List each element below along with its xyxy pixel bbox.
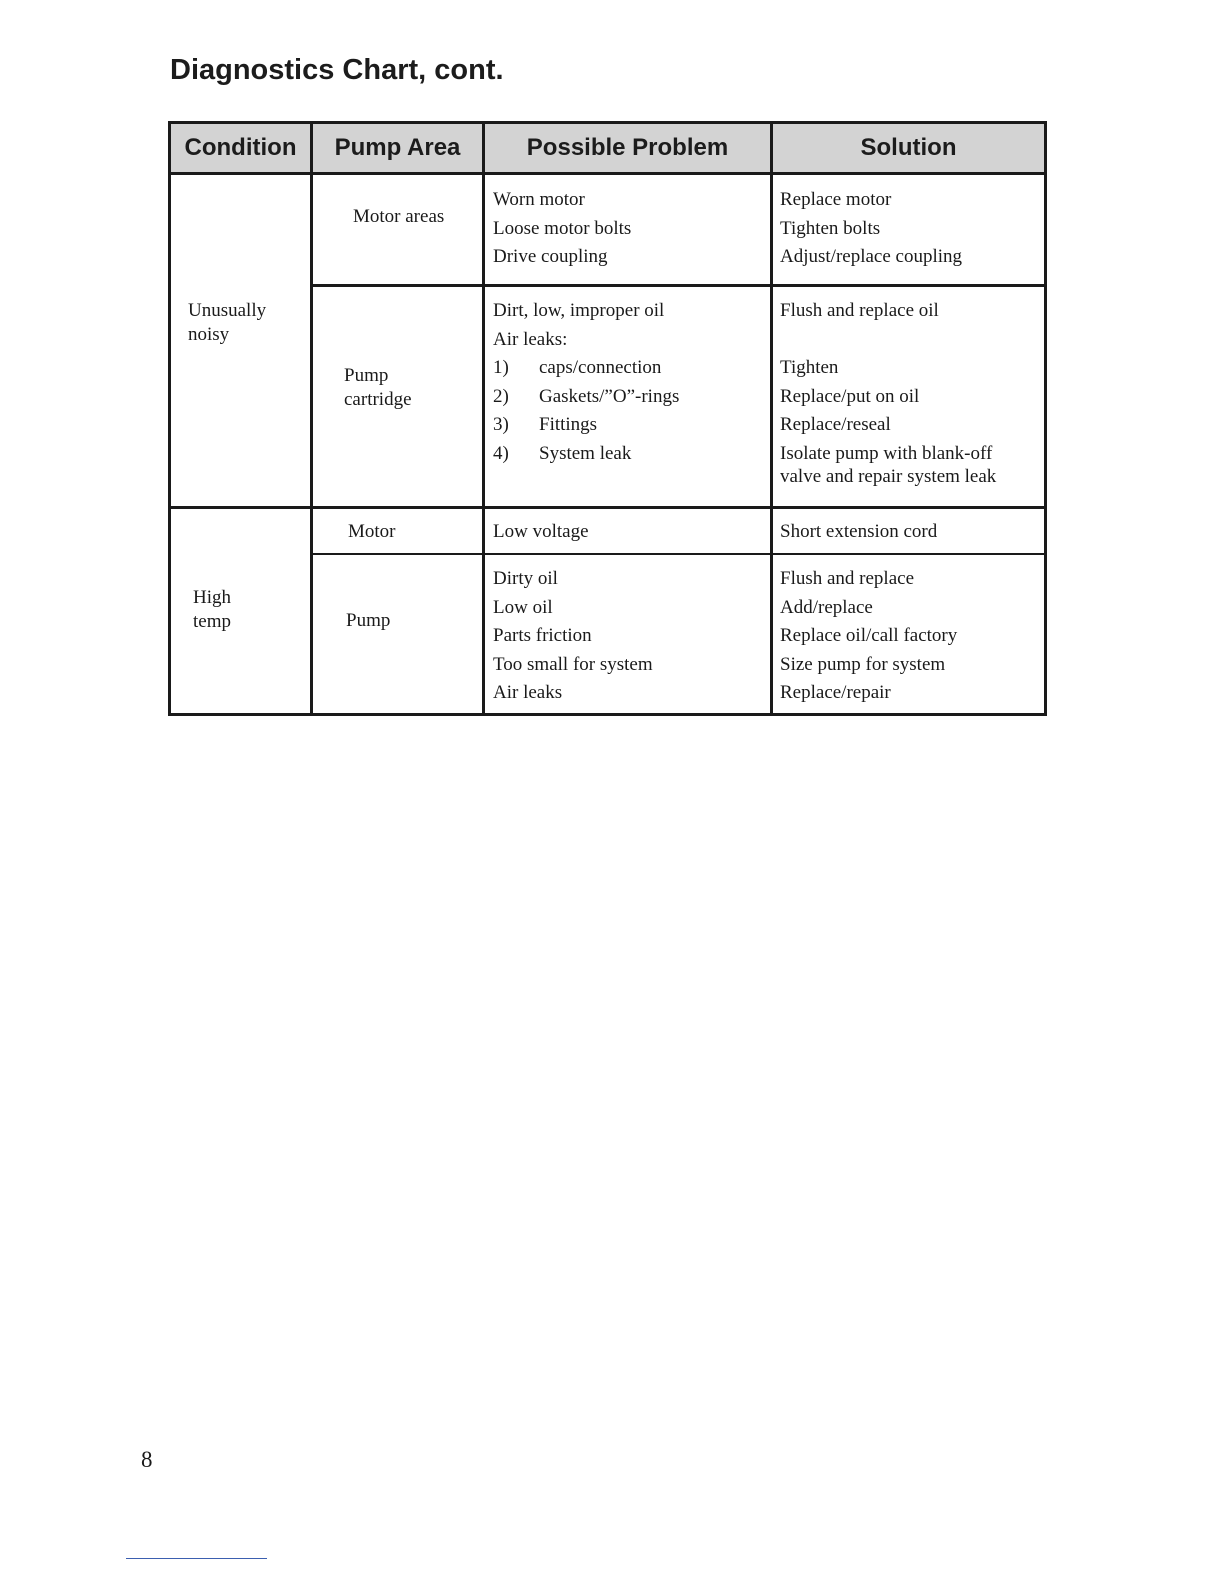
problem-item: Drive coupling: [493, 246, 608, 268]
area-line: cartridge: [344, 389, 412, 410]
solution-item: [780, 326, 996, 355]
page-number: 8: [141, 1447, 153, 1472]
solution-item: Short extension cord: [780, 521, 938, 542]
problem-item: Low oil: [493, 596, 553, 618]
problem-item: Air leaks: [493, 682, 563, 704]
row-divider: [310, 553, 1047, 555]
area-motor: Motor: [348, 521, 396, 542]
condition-line: Unusually: [188, 300, 267, 321]
numbered-problem-list: [493, 354, 679, 468]
area-line: Pump: [344, 365, 389, 386]
header-possible-problem: Possible Problem: [526, 134, 729, 161]
row-divider: [310, 284, 1047, 287]
numbered-item: [493, 440, 679, 469]
header-condition: Condition: [184, 134, 297, 161]
solution-item: Replace oil/call factory: [780, 625, 958, 647]
problem-item: Low voltage: [493, 521, 589, 542]
numbered-item: [493, 383, 679, 412]
solution-item: Flush and replace: [780, 568, 915, 589]
problem-item: Too small for system: [493, 653, 653, 675]
solution-list: [780, 186, 962, 272]
item-number: 4): [493, 442, 509, 464]
area-pump: Pump: [346, 610, 391, 631]
solution-item: Replace motor: [780, 189, 892, 210]
problem-item: Air leaks:: [493, 328, 568, 350]
column-divider: [770, 121, 773, 716]
solution-item: Size pump for system: [780, 653, 946, 675]
item-text: Fittings: [539, 414, 598, 436]
numbered-item: [493, 411, 679, 440]
item-number: 3): [493, 414, 509, 436]
solution-item: Adjust/replace coupling: [780, 246, 963, 268]
diagnostics-table: [168, 121, 1047, 716]
condition-line: temp: [193, 611, 231, 632]
solution-item: Flush and replace oil: [780, 300, 939, 321]
problem-item: Parts friction: [493, 625, 592, 647]
problem-list: [493, 297, 664, 354]
item-number: 2): [493, 385, 509, 407]
condition-line: High: [193, 587, 231, 608]
area-motor-areas: Motor areas: [353, 206, 445, 227]
solution-item: Replace/repair: [780, 682, 891, 704]
problem-item: Dirty oil: [493, 568, 558, 589]
area-pump-cartridge: [344, 364, 412, 412]
item-number: 1): [493, 357, 509, 378]
solution-item: valve and repair system leak: [780, 465, 997, 487]
problem-item: Worn motor: [493, 189, 585, 210]
condition-line: noisy: [188, 324, 230, 345]
solution-list: [780, 565, 957, 708]
header-solution: Solution: [860, 134, 957, 161]
problem-list: [493, 186, 631, 272]
solution-item: Tighten: [780, 357, 839, 379]
problem-list: [493, 565, 653, 708]
column-divider: [482, 121, 485, 716]
solution-item: Add/replace: [780, 596, 873, 618]
group-divider: [168, 506, 1047, 509]
solution-item: Isolate pump with blank-off: [780, 442, 993, 464]
problem-item: Dirt, low, improper oil: [493, 300, 665, 321]
problem-item: Loose motor bolts: [493, 217, 632, 239]
numbered-item: [493, 354, 679, 383]
item-text: System leak: [539, 442, 632, 464]
condition-unusually-noisy: [188, 299, 266, 347]
item-text: caps/connection: [539, 357, 662, 378]
solution-item: Replace/put on oil: [780, 385, 920, 407]
solution-item: Replace/reseal: [780, 414, 891, 436]
condition-high-temp: [193, 586, 231, 634]
solution-item: Tighten bolts: [780, 217, 881, 239]
page-title: Diagnostics Chart, cont.: [170, 54, 504, 86]
item-text: Gaskets/”O”-rings: [539, 385, 680, 407]
column-divider: [310, 121, 313, 716]
footer-rule: [126, 1558, 267, 1559]
header-pump-area: Pump Area: [334, 134, 461, 161]
solution-list: [780, 297, 996, 489]
